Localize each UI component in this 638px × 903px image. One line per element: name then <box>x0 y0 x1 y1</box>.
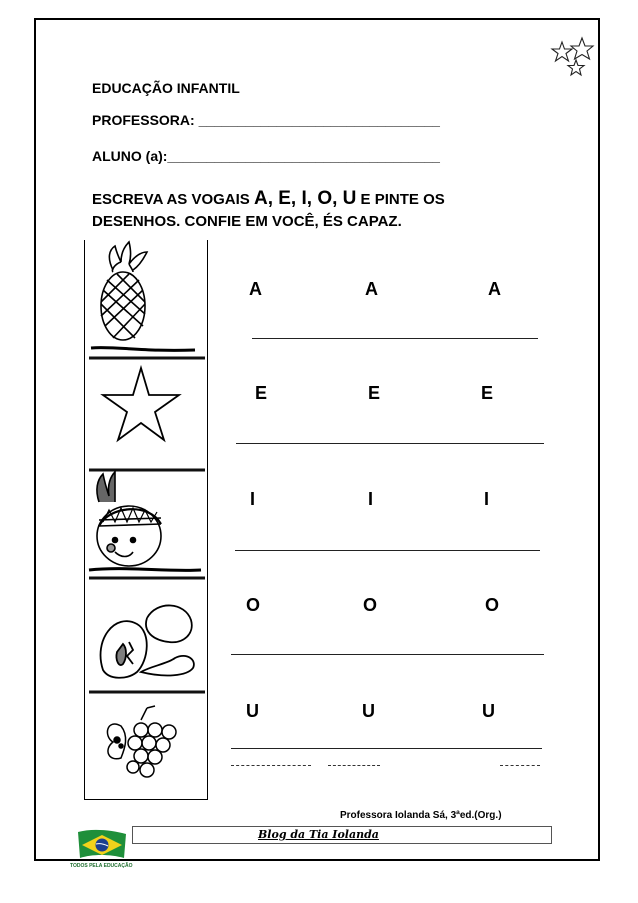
header-title: EDUCAÇÃO INFANTIL <box>92 80 240 96</box>
row-u-dash-line-2[interactable] <box>328 765 380 766</box>
row-u-letter-2: U <box>362 701 375 721</box>
brazil-flag-logo-icon <box>72 826 132 864</box>
row-a-letter-1: A <box>249 279 262 299</box>
instruction-line2: DESENHOS. CONFIE EM VOCÊ, ÉS CAPAZ. <box>92 213 402 230</box>
row-o-letter-3: O <box>485 595 500 615</box>
row-i-letter-2: I <box>368 489 374 509</box>
row-i-letter-3: I <box>484 489 490 509</box>
row-i-writing-line[interactable] <box>235 550 540 551</box>
row-e-letter-2: E <box>368 383 381 403</box>
teacher-field[interactable]: PROFESSORA: _______________________________ <box>92 112 440 128</box>
picture-column <box>84 240 208 800</box>
row-u-dash-line-3[interactable] <box>500 765 540 766</box>
row-u-dash-line-1[interactable] <box>231 765 311 766</box>
row-e-letter-3: E <box>481 383 494 403</box>
row-i-letter-1: I <box>250 489 256 509</box>
row-u-letter-1: U <box>246 701 259 721</box>
student-field[interactable]: ALUNO (a):___________________________________ <box>92 148 440 164</box>
logo-caption: TODOS PELA EDUCAÇÃO <box>70 863 133 869</box>
row-u-letter-3: U <box>482 701 495 721</box>
egg-icon[interactable] <box>101 605 194 677</box>
row-a-writing-line[interactable] <box>252 338 538 339</box>
star-icon[interactable] <box>103 368 179 440</box>
indian-child-icon[interactable] <box>89 472 201 570</box>
credit-text: Professora Iolanda Sá, 3ªed.(Org.) <box>340 810 502 821</box>
instruction-part2: E PINTE OS <box>356 191 445 208</box>
row-a-letter-3: A <box>488 279 501 299</box>
instruction-part1: ESCREVA AS VOGAIS <box>92 191 254 208</box>
stars-icon <box>544 36 600 80</box>
row-o-letter-2: O <box>363 595 378 615</box>
instruction-vowels: A, E, I, O, U <box>253 188 357 209</box>
row-e-writing-line[interactable] <box>236 443 544 444</box>
row-e-letter-1: E <box>255 383 268 403</box>
row-u-writing-line[interactable] <box>231 748 542 749</box>
instruction-text <box>92 188 445 233</box>
pineapple-icon[interactable] <box>91 242 195 350</box>
row-a-letter-2: A <box>365 279 378 299</box>
row-o-writing-line[interactable] <box>231 654 544 655</box>
blog-link[interactable]: Blog da Tia Iolanda <box>258 828 379 841</box>
grapes-icon[interactable] <box>107 706 176 777</box>
row-o-letter-1: O <box>246 595 261 615</box>
